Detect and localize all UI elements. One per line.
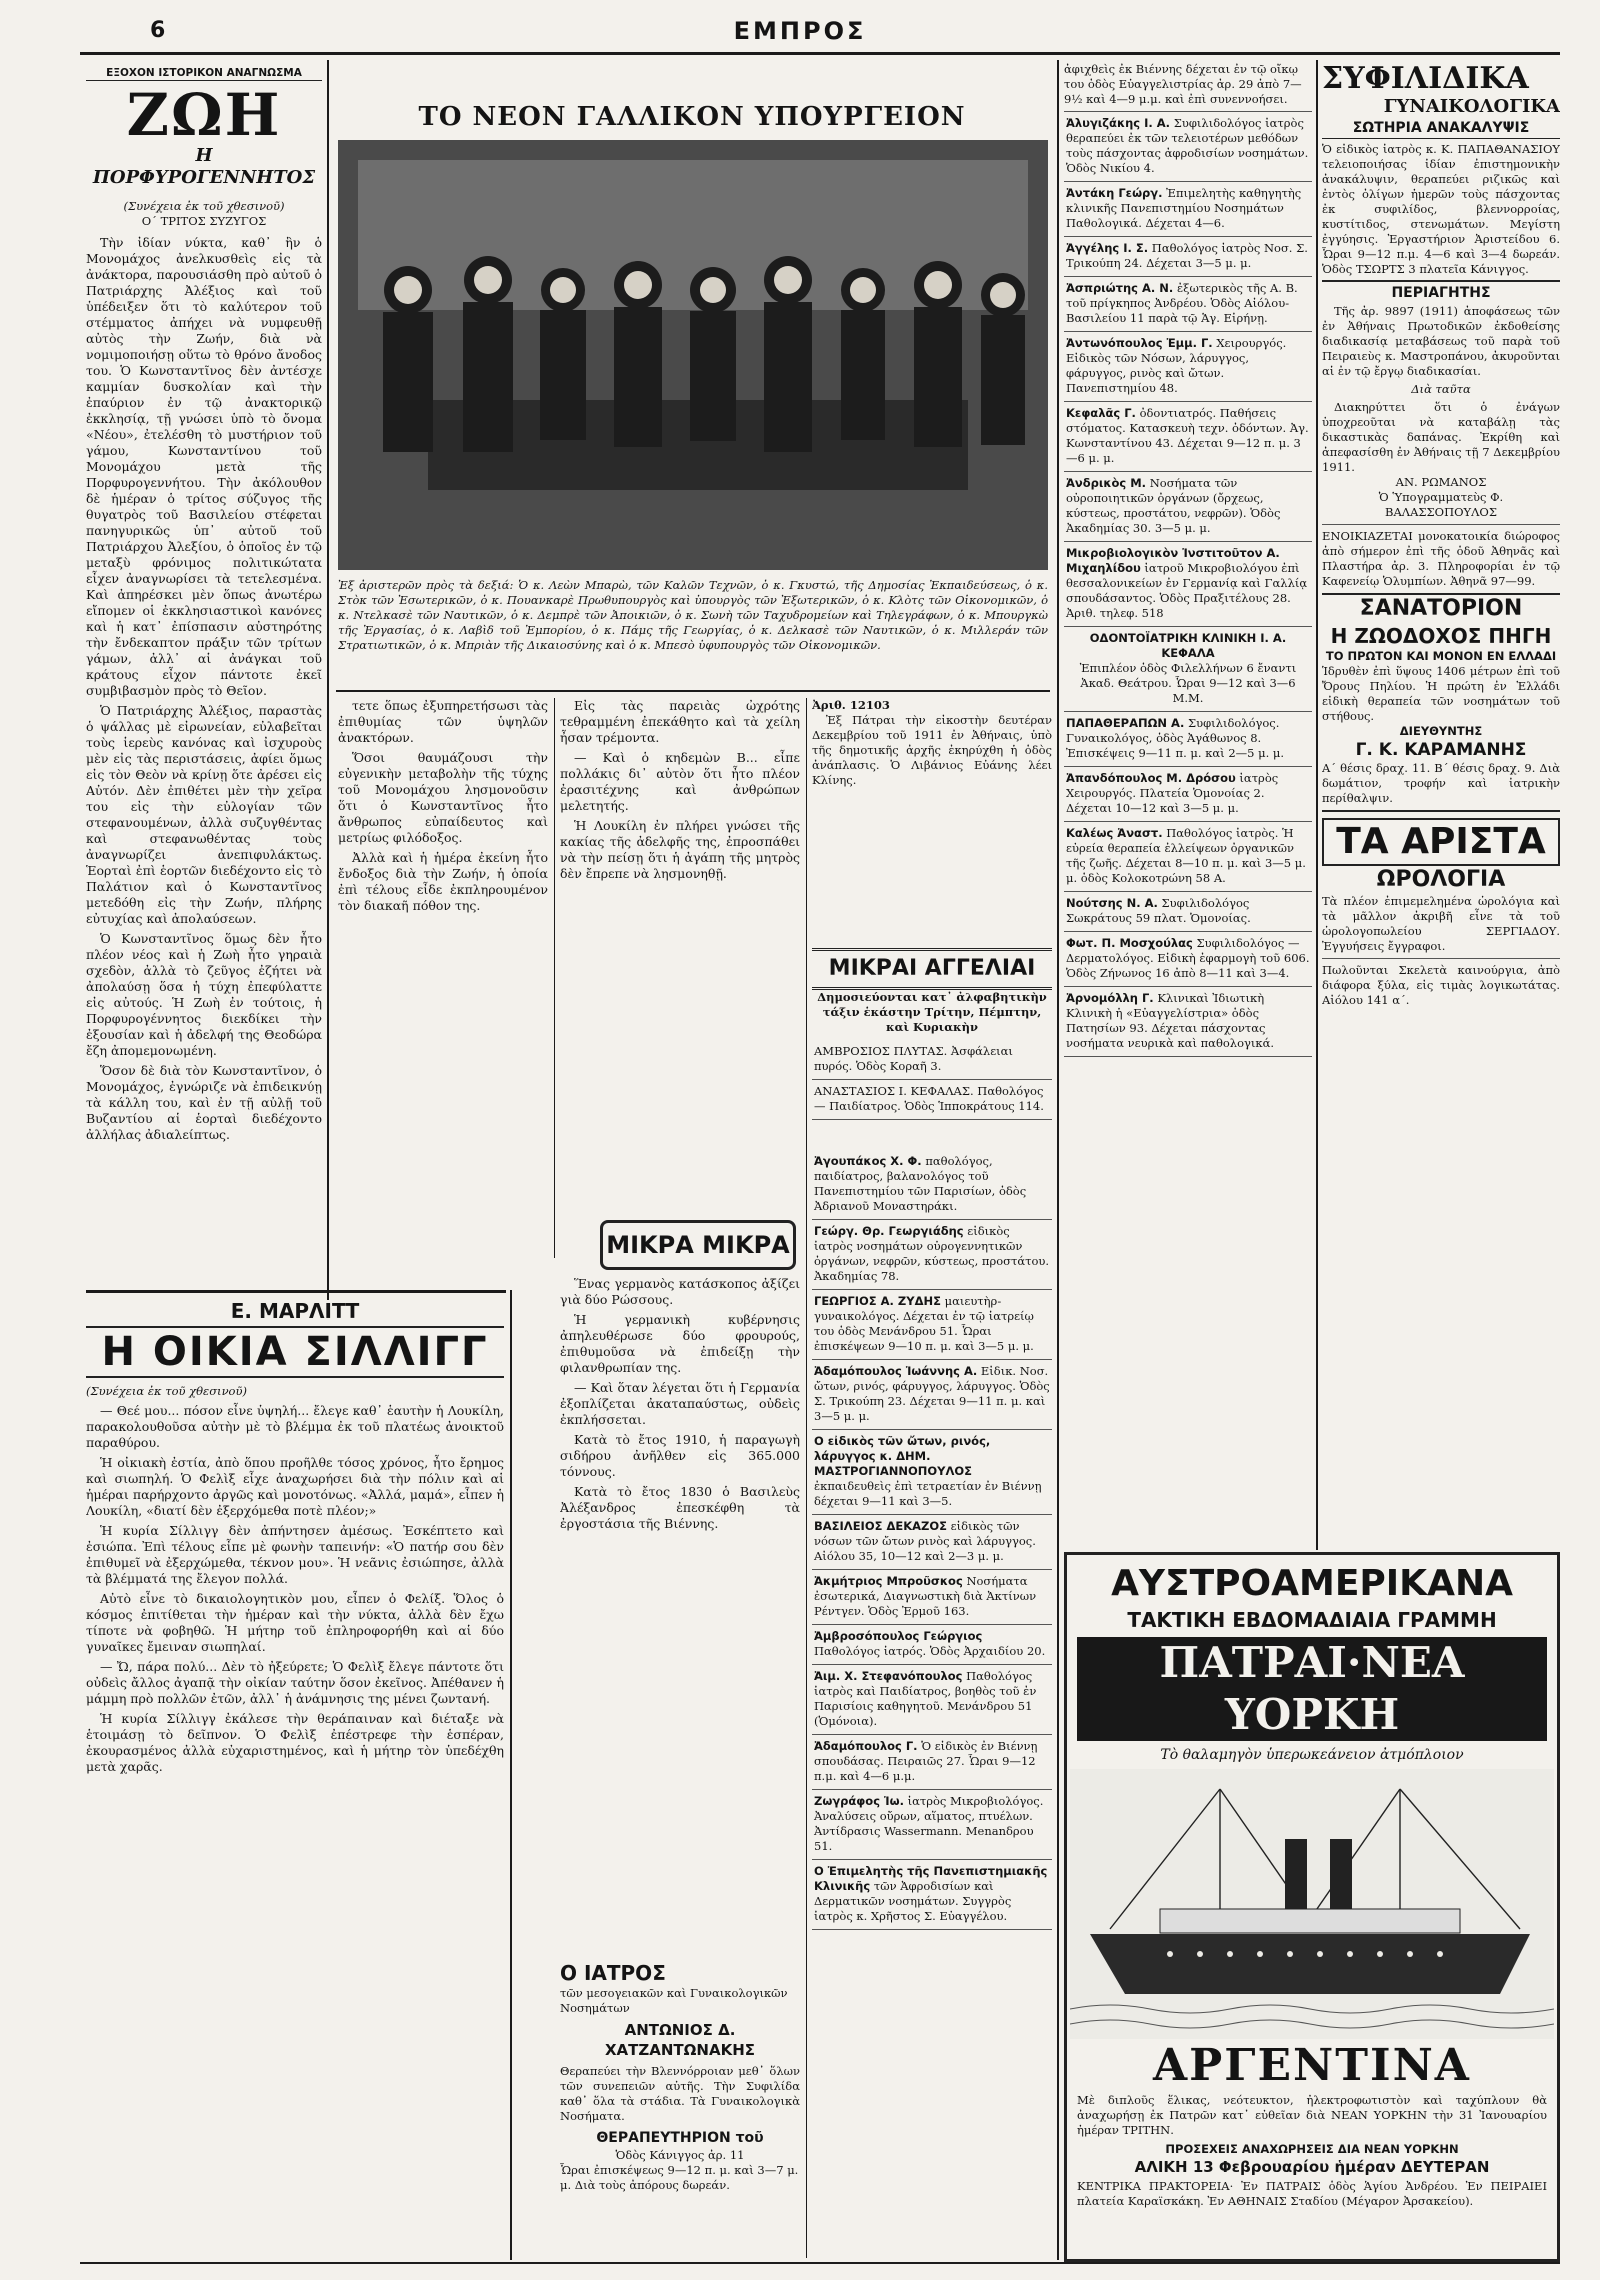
sillig-author: Ε. ΜΑΡΛΙΤΤ	[230, 1299, 360, 1323]
medical-ad-name: Φωτ. Π. Μοσχούλας	[1066, 936, 1193, 950]
ship-company: ΑΥΣΤΡΟΑΜΕΡΙΚΑΝΑ	[1111, 1563, 1513, 1604]
ship-next-departure: ΑΛΙΚΗ 13 Φεβρουαρίου ἡμέραν ΔΕΥΤΕΡΑΝ	[1134, 2158, 1490, 2176]
ship-line: ΤΑΚΤΙΚΗ ΕΒΔΟΜΑΔΙΑΙΑ ΓΡΑΜΜΗ	[1127, 1608, 1497, 1632]
page-number: 6	[150, 18, 166, 43]
masthead: ΕΜΠΡΟΣ	[733, 17, 867, 45]
doctor-ad	[560, 1960, 800, 2260]
mikra-item: Ἕνας γερμανὸς κατάσκοπος ἀξίζει γιὰ δύο Ρώσσους.	[560, 1276, 800, 1307]
medical-ad-name: Μικροβιολογικὸν Ἰνστιτοῦτον Α. Μιχαηλίδου	[1066, 546, 1280, 575]
ship-name: ΑΡΓΕΝΤΙΝΑ	[1153, 2040, 1471, 2091]
column-rule-1	[327, 60, 329, 1300]
sillig-continued	[560, 698, 800, 1258]
medical-ad	[812, 1150, 1052, 1220]
medical-ad-text: Παθολόγος ἰατρός. Ὁδὸς Ἀρχαιδίου 20.	[814, 1644, 1046, 1658]
zoi-continued	[338, 698, 548, 1258]
sillig-paragraph: — Ὤ, πάρα πολύ... Δὲν τὸ ἠξεύρετε; Ὁ Φελὶξ ἔλεγε πάντοτε ὅτι οὐδεὶς ἄλλος ἀγαπᾷ τὴν οἰκίαν ταύτην ὅσον ἐκεῖνος. Ἀπέθανεν ἡ μάμμη πρὸ πολλῶν ἐτῶν, ἀλλ᾽ ἡ ἀνάμνησις της μένει ζωντανή.	[86, 1659, 504, 1706]
medical-ad-name: Ο Ἐπιμελητὴς τῆς Πανεπιστημιακῆς Κλινικῆς	[814, 1864, 1048, 1893]
medical-ad	[812, 1735, 1052, 1790]
medical-ad-text: Συφιλιδολόγος. Γυναικολόγος, ὁδὸς Ἀγάθωνος 8. Ἐπισκέψεις 9—11 π. μ. καὶ 2—5 μ. μ.	[1066, 716, 1285, 760]
medical-ad	[812, 1625, 1052, 1665]
sillig-top-rule	[86, 1290, 506, 1293]
medical-ad	[1064, 712, 1312, 767]
mid-column-rule	[554, 698, 555, 1258]
medical-ad-text: ἰατροῦ Μικροβιολόγου ἐπὶ θεσσαλονικείων ἐν Γερμανίᾳ καὶ Γαλλίᾳ σπουδάσαντος. Ὁδὸς Πραξιτέλους 28. Ἀριθ. τηλεφ. 518	[1066, 561, 1308, 620]
medical-ad-text: Παθολόγος ἰατρὸς. Ἡ εὐρεία θεραπεία ἐλλείψεων ὀργανικῶν τῆς ζωῆς. Δέχεται 8—10 π. μ. καὶ 3—5 μ. μ. ὁδὸς Κολοκοτρώνη 58 Α.	[1066, 826, 1306, 885]
medical-ad-text: Κλινικαὶ Ἰδιωτικὴ Κλινικὴ ἡ «Εὐαγγελίστρια» ὁδὸς Πατησίων 93. Δέχεται πάσχοντας νοσήματα νευρικὰ καὶ παθολογικά.	[1066, 991, 1274, 1050]
medical-ad-name: Ἀρνομόλλη Γ.	[1066, 991, 1154, 1005]
zoi-paragraph: Ὁ Κωνσταντῖνος ὅμως δὲν ἦτο πλέον νέος καὶ ἡ Ζωὴ ἦτο γηραιὰ σχεδὸν, ἀλλὰ τὸ ζεῦγος ἐζήτει νὰ ἀπολαύσῃ ὅσα ἡ τύχη ἐπεφύλαττε εἰς αὐτούς. Ἡ Ζωὴ ἐν τούτοις, ἡ Πορφυρογέννητος διεκδίκει τὴν ἐξουσίαν καὶ ἡ ἀδελφή της Θεοδώρα ἔζη ἀπομεμονωμένη.	[86, 931, 322, 1058]
mikra-item: Κατὰ τὸ ἔτος 1830 ὁ Βασιλεὺς Ἀλέξανδρος ἐπεσκέφθη τὰ ἐργοστάσια τῆς Βιέννης.	[560, 1484, 800, 1531]
medical-ad-text: Ἐπιπλέον ὁδὸς Φιλελλήνων 6 ἔναντι Ἀκαδ. Θεάτρου. Ὧραι 9—12 καὶ 3—6 Μ.Μ.	[1079, 661, 1297, 705]
doctor-name: ΑΝΤΩΝΙΟΣ Δ. ΧΑΤΖΑΝΤΩΝΑΚΗΣ	[604, 2021, 755, 2059]
mikra-title: ΜΙΚΡΑ ΜΙΚΡΑ	[600, 1220, 796, 1270]
right-column	[1322, 62, 1560, 1542]
column-rule-2	[1057, 60, 1059, 2260]
medical-ad-name: Γεώργ. Θρ. Γεωργιάδης	[814, 1224, 964, 1238]
announcement-text: Ἐξ Πάτραι τὴν εἰκοστὴν δευτέραν Δεκεμβρίου τοῦ 1911 ἐν Ἀθήναις, ὑπὸ τῆς δημοτικῆς ἀρχῆς ἐκηρύχθη ἡ ὁδὸς ἀνάπλασις. Ὁ Λιβάνιος Εὐάνης λέει Κλίνης.	[812, 713, 1052, 787]
medical-ad-name: Ο εἰδικὸς τῶν ὤτων, ρινός, λάρυγγος κ. ΔΗΜ. ΜΑΣΤΡΟΓΙΑΝΝΟΠΟΥΛΟΣ	[814, 1434, 991, 1478]
zoi-article	[86, 66, 322, 1280]
director-name: Γ. Κ. ΚΑΡΑΜΑΝΗΣ	[1355, 740, 1527, 760]
ship-subtitle: Τὸ θαλαμηγὸν ὑπερωκεάνειον ἀτμόπλοιον	[1160, 1747, 1464, 1763]
medical-ad-name: Ἀδαμόπουλος Γ.	[814, 1739, 918, 1753]
medical-ad	[1064, 932, 1312, 987]
medical-ad-text: Εἰδικ. Νοσ. ὤτων, ρινός, φάρυγγος, λάρυγγος. Ὁδὸς Σ. Τρικούπη 23. Δέχεται 9—11 π. μ. καὶ 3—5 μ. μ.	[814, 1364, 1050, 1423]
medical-ad-text: Ἐπιμελητὴς καθηγητὴς κλινικῆς Πανεπιστημίου Νοσημάτων Παθολογικά. Δέχεται 4—6.	[1066, 186, 1302, 230]
medical-ad	[1064, 112, 1312, 182]
zoi-chapter: Ο΄ ΤΡΙΤΟΣ ΣΥΖΥΓΟΣ	[141, 214, 267, 228]
mikra-item: Κατὰ τὸ ἔτος 1910, ἡ παραγωγὴ σιδήρου ἀνῆλθεν εἰς 365.000 τόννους.	[560, 1432, 800, 1479]
medical-ad-text: παθολόγος, παιδίατρος, βαλανολόγος τοῦ Πανεπιστημίου τῶν Παρισίων, ὁδὸς Ἀδριανοῦ Μοναστηράκι.	[814, 1154, 1027, 1213]
periigitis-title: ΠΕΡΙΑΓΗΤΗΣ	[1391, 285, 1491, 301]
medical-ad-text: Χειρουργός. Εἰδικὸς τῶν Νόσων, λάρυγγος, φάρυγγος, ρινὸς καὶ ὤτων. Πανεπιστημίου 48.	[1066, 336, 1287, 395]
sanatorium-text: Ἱδρυθὲν ἐπὶ ὕψους 1406 μέτρων ἐπὶ τοῦ Ὄρους Πηλίου. Ἡ πρώτη ἐν Ἑλλάδι εἰδικὴ θεραπεία τῶν νοσημάτων τοῦ στήθους.	[1322, 664, 1560, 723]
zoi-continuation: (Συνέχεια ἐκ τοῦ χθεσινοῦ)	[123, 199, 285, 213]
sillig-paragraph: Αὐτὸ εἶνε τὸ δικαιολογητικὸν μου, εἶπεν ὁ Φελίξ. Ὅλος ὁ κόσμος ἐπιτίθεται τὴν ἡμέραν καὶ τὴν νύκτα, ἀλλὰ δὲν ἔχω τίποτε νὰ φοβηθῶ. Ἡ μήτηρ τοῦ ἐπληροφορήθη καὶ αἱ δύο γυναῖκες ἔμειναν σιωπηλαί.	[86, 1591, 504, 1654]
classified-item: ΑΝΑΣΤΑΣΙΟΣ Ι. ΚΕΦΑΛΑΣ. Παθολόγος — Παιδίατρος. Ὁδὸς Ἱπποκράτους 114.	[812, 1080, 1052, 1120]
gyne-title: ΓΥΝΑΙΚΟΛΟΓΙΚΑ	[1383, 96, 1560, 117]
sillig-continued-paragraph: — Καὶ ὁ κηδεμὼν Β... εἶπε πολλάκις δι᾽ αὐτὸν ὅτι ἦτο πλέον ἐρασιτέχνης καὶ ἀνθρώπων μελετητής.	[560, 750, 800, 813]
doctor-hours: Ὧραι ἐπισκέψεως 9—12 π. μ. καὶ 3—7 μ. μ. Διὰ τοὺς ἀπόρους δωρεάν.	[560, 2163, 799, 2192]
watches-subtitle: ΩΡΟΛΟΓΙΑ	[1376, 867, 1506, 892]
ship-agency: ΚΕΝΤΡΙΚΑ ΠΡΑΚΤΟΡΕΙΑ· Ἐν ΠΑΤΡΑΙΣ ὁδὸς Ἁγίου Ἀνδρέου. Ἐν ΠΕΙΡΑΙΕΙ πλατεία Καραϊσκάκη. Ἐν ΑΘΗΝΑΙΣ Σταδίου (Μέγαρον Ἀρσακείου).	[1077, 2179, 1547, 2208]
medical-ad-text: εἰδικὸς ἰατρὸς νοσημάτων οὐρογεννητικῶν ὀργάνων, νεφρῶν, κύστεως, προστάτου. Ἀκαδημίας 78.	[814, 1224, 1050, 1283]
medical-ad-name: Ἀλυγιζάκης Ι. Α.	[1066, 116, 1171, 130]
periigitis-text: Τῆς ἀρ. 9897 (1911) ἀποφάσεως τῶν ἐν Ἀθήναις Πρωτοδικῶν ἐκδοθείσης διαδικασίᾳ μεταβάσεως τοῦ παρὰ τοῦ Πειραιεὺς κ. Μαστροπάνου, ἀκυροῦνται αἱ ἐν τῷ ἔργῳ διαδικασίαι.	[1322, 304, 1560, 378]
medical-ad-name: Νούτσης Ν. Α.	[1066, 896, 1158, 910]
zoi-paragraph: Τὴν ἰδίαν νύκτα, καθ᾽ ἣν ὁ Μονομάχος ἀνελκυσθεὶς εἰς τὰ ἀνάκτορα, παρουσιάσθη πρὸ αὐτοῦ ὁ Πατριάρχης Ἀλέξιος καὶ τοῦ ὑπέδειξεν ὅτι τὸ καλύτερον τοῦ στέμματος ἀπήχει νὰ νυμφευθῇ αὐτὸς τὴν Ζωήν, διὰ νὰ νομιμοποιήσῃ οὕτω τὸ θρόνο ἄνοδος του. Ὁ Κωνσταντῖνος δὲν ἀντέσχε καμμίαν δυσκολίαν καὶ τὴν ἐπαύριον ἐν τῷ ἀνακτορικῷ ἐκκλησίᾳ, τῇ γνώσει ὑπὸ τὸ ὄνομα «Νέου», ἐτελέσθη τὸ μυστήριον τοῦ γάμου, Κωνσταντίνου τοῦ Μονομάχου μετὰ τῆς Πορφυρογεννήτου. Τὴν ἀκόλουθον δὲ ἡμέραν ὁ τρίτος σύζυγος τῆς θυγατρὸς τοῦ Βασιλείου στέφεται πανηγυρικῶς ὑπ᾽ αὐτοῦ τοῦ Πατριάρχου Ἀλεξίου, ὁ ὁποῖος ἐν τῷ μεταξὺ φρόνιμος πολιτικώτατα εἶχεν ἀναγνωρίσει τὰ τετελεσμένα. Καὶ ἀπηρέσκει μὲν ὅπως ἀνωτέρω εἴπομεν οἱ ἐκκλησιαστικοὶ κανόνες καὶ ἡ κατ᾽ ἐπίσπασιν αὐστηρότης τὴν ἔνδεκαπτον πράξιν τῶν τρίτων γάμων, ἀλλ᾽ αἱ ἀνάγκαι τοῦ κράτους εἶχον πάντοτε ἐκεῖ συμβιβασμὸν πρὸς τὸ Θεῖον.	[86, 235, 322, 698]
footer-rule	[80, 2262, 1560, 2264]
doctor-clinic: ΘΕΡΑΠΕΥΤΗΡΙΟΝ τοῦ	[596, 2130, 764, 2146]
medical-ad-text: εἰδικὸς τῶν νόσων τῶν ὤτων ρινὸς καὶ λάρυγγος. Αἰόλου 35, 10—12 καὶ 2—3 μ. μ.	[814, 1519, 1036, 1563]
sillig-continued-paragraph: Ἡ Λουκίλη ἐν πλήρει γνώσει τῆς κακίας τῆς ἀδελφῆς της, ἐπροσπάθει νὰ τὴν πείσῃ ὅτι ἡ ἀγάπη τῆς μητρὸς δὲν ἔπρεπε νὰ λησμονηθῇ.	[560, 818, 800, 881]
classifieds-list	[812, 1040, 1052, 1140]
mikra-item: Ἡ γερμανικὴ κυβέρνησις ἀπηλευθέρωσε δύο φρουρούς, ἐπιθυμοῦσα νὰ ἐπιδείξῃ τὴν φιλανθρωπίαν της.	[560, 1312, 800, 1375]
sillig-continuation: (Συνέχεια ἐκ τοῦ χθεσινοῦ)	[86, 1384, 247, 1398]
skeletons-text: Πωλοῦνται Σκελετὰ καινούργια, ἀπὸ διάφορα ξύλα, εἰς τιμὰς λογικωτάτας. Αἰόλου 141 α΄.	[1322, 963, 1560, 1007]
medical-ad-name: ΓΕΩΡΓΙΟΣ Α. ΖΥΔΗΣ	[814, 1294, 941, 1308]
medical-ad-name: Ἀγγέλης Ι. Σ.	[1066, 241, 1149, 255]
medical-ad-name: Ἀδαμόπουλος Ἰωάννης Α.	[814, 1364, 978, 1378]
medical-ad-name: Ἀγουπάκος Χ. Φ.	[814, 1154, 922, 1168]
medical-ad-text: Παθολόγος ἰατρὸς Νοσ. Σ. Τρικούπη 24. Δέχεται 3—5 μ. μ.	[1066, 241, 1308, 270]
medical-ad	[812, 1360, 1052, 1430]
medical-ad-name: Ἀπανδόπουλος Μ. Δρόσου	[1066, 771, 1236, 785]
medical-ad	[1064, 767, 1312, 822]
sillig-rule	[510, 1290, 512, 2260]
medical-ad-text: ὀδοντιατρός. Παθήσεις στόματος. Κατασκευὴ τεχν. ὀδόντων. Ἀγ. Κωνσταντίνου 43. Δέχεται 9—12 π. μ. 3—6 μ. μ.	[1066, 406, 1309, 465]
zoi-paragraph: Ὁ Πατριάρχης Ἀλέξιος, παραστὰς ὁ ψάλλας μὲ εἰρωνείαν, εὐλαβεῖται τοὺς ἱερεὺς κανόνας καὶ ἰσχυροὺς μὲν εἰς τὰς περιστάσεις, ἀφίει ὅμως εἰς τὸν Θεὸν νὰ κρίνῃ ὅτε ἀρέσει εἰς Αὐτόν. Δὲν ἐπιθέτει μὲν τὴν χεῖρα του εἰς τὴν εὐλογίαν τῶν στεφανουμένων, ἀλλὰ συζυγθέντας καὶ στεφανωθέντας τοὺς ἀναγνωρίζει ἀνεπιφυλάκτως. Ἑορταὶ ἐπὶ ἑορτῶν διεδέχοντο εἰς τὸ Παλάτιον καὶ ὁ Κωνσταντῖνος μετεδόθη εἰς τὴν Ζωήν, πλήρης εὐτυχίας καὶ ἀπολαύσεων.	[86, 703, 322, 926]
zoi-continued-paragraph: Ἀλλὰ καὶ ἡ ἡμέρα ἐκείνη ἦτο ἔνδοξος διὰ τὴν Ζωήν, ἡ ὁποία ἐπὶ τέλους εἶδε ἐκπληρουμένον τὸν διακαῆ πόθον της.	[338, 850, 548, 913]
ministry-bottom-rule	[336, 690, 1050, 692]
medical-ad-name: Κεφαλᾶς Γ.	[1066, 406, 1136, 420]
mikra-list	[560, 1276, 800, 1726]
sanatorium-title: ΣΑΝΑΤΟΡΙΟΝ	[1359, 596, 1523, 621]
medical-ad	[812, 1515, 1052, 1570]
sillig-paragraph: Ἡ κυρία Σίλλιγγ δὲν ἀπήντησεν ἀμέσως. Ἐσκέπτετο καὶ ἐσιώπα. Ἐπὶ τέλους εἶπε μὲ φωνὴν ταπεινήν: «Ὁ πατήρ σου δὲν ἐπιθυμεῖ νὰ ἐξερχώμεθα, τέκνον μου». Ἡ νεᾶνις ἐσιώπησε, ἀλλὰ τὰ βλέμματά της ἔλεγον πολλά.	[86, 1523, 504, 1586]
medical-ad	[1064, 472, 1312, 542]
medical-ad	[812, 1220, 1052, 1290]
medical-ad	[812, 1570, 1052, 1625]
ship-route: ΠΑΤΡΑΙ·ΝΕΑ ΥΟΡΚΗ	[1077, 1637, 1547, 1741]
director-label: ΔΙΕΥΘΥΝΤΗΣ	[1399, 724, 1483, 738]
medical-ads-mid	[812, 1150, 1052, 2260]
medical-ad-name: ΠΑΠΑΘΕΡΑΠΩΝ Α.	[1066, 716, 1185, 730]
medical-ads-top	[1064, 62, 1312, 1542]
ministry-headline: ΤΟ ΝΕΟΝ ΓΑΛΛΙΚΟΝ ΥΠΟΥΡΓΕΙΟΝ	[418, 102, 966, 132]
sillig-paragraph: Ἡ κυρία Σίλλιγγ ἐκάλεσε τὴν θεράπαιναν καὶ διέταξε νὰ ἑτοιμάσῃ τὸ δεῖπνον. Ὁ Φελὶξ ἐπέστρεφε τὴν ἑσπέραν, ἐκουρασμένος ἀλλὰ εὐχαριστημένος, καὶ ἡ μήτηρ τὸν ὑπεδέχθη μετὰ χαρᾶς.	[86, 1711, 504, 1774]
zoi-paragraph: Ὅσον δὲ διὰ τὸν Κωνσταντῖνον, ὁ Μονομάχος, ἐγνώριζε νὰ ἐπιδεικνύῃ τὰ κάλλη του, καὶ ἐν τῇ αὐλῇ τοῦ Βυζαντίου αἱ ἑορταὶ διεδέχοντο ἀλλήλας ἀδιαλείπτως.	[86, 1063, 322, 1142]
medical-ad-name: ΟΔΟΝΤΟΪΑΤΡΙΚΗ ΚΛΙΝΙΚΗ Ι. Α. ΚΕΦΑΛΑ	[1089, 631, 1287, 660]
sanatorium-subtitle: ΤΟ ΠΡΩΤΟΝ ΚΑΙ ΜΟΝΟΝ ΕΝ ΕΛΛΑΔΙ	[1325, 649, 1557, 663]
medical-ad-text: Νοσήματα τῶν οὐροποιητικῶν ὀργάνων (ὄρχεως, κύστεως, προστάτου, νεφρῶν). Ὁδὸς Ἀκαδημίας 30. 3—5 μ. μ.	[1066, 476, 1281, 535]
medical-ad	[812, 1430, 1052, 1515]
periigitis-signature-2: Ὁ Ὑπογραμματεὺς Φ. ΒΑΛΑΣΣΟΠΟΥΛΟΣ	[1322, 490, 1560, 525]
watches-title: ΤΑ ΑΡΙΣΤΑ	[1322, 818, 1560, 866]
medical-ad-text: τῶν Ἀφροδισίων καὶ Δερματικῶν νοσημάτων. Συγγρὸς ἰατρὸς κ. Χρῆστος Σ. Εὐαγγέλου.	[814, 1879, 1012, 1923]
medical-ad-name: Ἀντωνόπουλος Ἐμμ. Γ.	[1066, 336, 1213, 350]
medical-ad-name: Ζωγράφος Ἰω.	[814, 1794, 904, 1808]
classified-item: ΑΜΒΡΟΣΙΟΣ ΠΛΥΤΑΣ. Ἀσφάλειαι πυρός. Ὁδὸς Κοραῆ 3.	[812, 1040, 1052, 1080]
zoi-continued-paragraph: τετε ὅπως ἐξυπηρετήσωσι τὰς ἐπιθυμίας τῶν ὑψηλῶν ἀνακτόρων.	[338, 698, 548, 745]
zoi-title: ΖΩΗ	[126, 81, 282, 149]
medical-ad	[1064, 892, 1312, 932]
sanatorium-prices: Α΄ θέσις δραχ. 11. Β΄ θέσις δραχ. 9. Διὰ δωμάτιον, τροφήν καὶ ἰατρικὴν περίθαλψιν.	[1322, 761, 1560, 812]
sillig-continued-paragraph: Εἰς τὰς παρειὰς ὠχρότης τεθραμμένη ἐπεκάθητο καὶ τὰ χείλη ἦσαν τρέμοντα.	[560, 698, 800, 745]
ministry-photo-figures	[338, 140, 1048, 570]
medical-ad-name: Καλέως Ἀναστ.	[1066, 826, 1163, 840]
medical-ad-text: ἐκπαιδευθεὶς ἐπὶ τετραετίαν ἐν Βιέννῃ δέχεται 9—11 καὶ 3—5.	[814, 1479, 1042, 1508]
sillig-article	[86, 1298, 504, 2260]
mid-column-rule-2	[806, 698, 807, 2258]
ship-ad	[1064, 1552, 1560, 2262]
medical-ad	[812, 1665, 1052, 1735]
medical-ad-text: μαιευτὴρ-γυναικολόγος. Δέχεται ἐν τῷ ἰατρείῳ του ὁδὸς Μενάνδρου 51. Ὧραι ἐπισκέψεων 9—10 π. μ. καὶ 3—5 μ. μ.	[814, 1294, 1034, 1353]
ad-number: Ἀριθ. 12103	[812, 698, 890, 712]
zoi-section-label: ΕΞΟΧΟΝ ΙΣΤΟΡΙΚΟΝ ΑΝΑΓΝΩΣΜΑ	[86, 66, 322, 81]
syphilis-text: Ὁ εἰδικὸς ἰατρὸς κ. Κ. ΠΑΠΑΘΑΝΑΣΙΟΥ τελειοποιήσας ἰδίαν ἐπιστημονικὴν ἀνακάλυψιν, θεραπεύει ριζικῶς καὶ ἐντὸς ὀλίγων ἡμερῶν τοὺς πάσχοντας ἐκ συφιλίδος, βλεννορροίας, κυστίτιδος, στενωμάτων. Μεγίστη ἐγγύησις. Ἐργαστήριον Ἀριστείδου 6. Ὧραι 9—12 π.μ. 4—6 καὶ 3—4 δωρεάν. Ὁδὸς ΤΣΩΡΤΣ 3 πλατεῖα Κάνιγγος.	[1322, 139, 1560, 282]
mikra-item: — Καὶ ὅταν λέγεται ὅτι ἡ Γερμανία ἐξοπλίζεται ἀκαταπαύστως, οὐδεὶς ἐκπλήσσεται.	[560, 1380, 800, 1427]
medical-ad-name: Ἀμβροσόπουλος Γεώργιος	[814, 1629, 983, 1643]
medical-ad	[1064, 332, 1312, 402]
medical-ad-text: ἰατρὸς Χειρουργός. Πλατεία Ὁμονοίας 2. Δέχεται 10—12 καὶ 3—5 μ. μ.	[1066, 771, 1279, 815]
medical-ad	[1064, 402, 1312, 472]
doctor-specialty: τῶν μεσογειακῶν καὶ Γυναικολογικῶν Νοσημάτων	[560, 1986, 788, 2015]
ship-next-label: ΠΡΟΣΕΧΕΙΣ ΑΝΑΧΩΡΗΣΕΙΣ ΔΙΑ ΝΕΑΝ ΥΟΡΚΗΝ	[1165, 2142, 1459, 2156]
discovery-title: ΣΩΤΗΡΙΑ ΑΝΑΚΑΛΥΨΙΣ	[1322, 118, 1560, 139]
periigitis-dia-tauta: Διὰ ταῦτα	[1411, 382, 1471, 396]
sillig-title: Η ΟΙΚΙΑ ΣΙΛΛΙΓΓ	[86, 1326, 504, 1378]
doctor-address: Ὁδὸς Κάνιγγος ἀρ. 11	[615, 2148, 745, 2162]
classifieds-title: ΜΙΚΡΑΙ ΑΓΓΕΛΙΑΙ	[812, 948, 1052, 990]
medical-ad-name: Ἀσπριώτης Α. Ν.	[1066, 281, 1174, 295]
medical-ad-text: Συφιλιδολόγος Σωκράτους 59 πλατ. Ὁμονοίας.	[1066, 896, 1251, 925]
medical-ad	[1064, 542, 1312, 627]
zoi-continued-paragraph: Ὅσοι θαυμάζουσι τὴν εὐγενικὴν μεταβολὴν τῆς τύχης τοῦ Μονομάχου λησμονοῦσιν ὅτι ὁ Κωνσταντῖνος ἦτο ἄνθρωπος εὐπαίδευτος καὶ μετρίως φιλόδοξος.	[338, 750, 548, 845]
medical-ad-name: Ἀντάκη Γεώργ.	[1066, 186, 1163, 200]
header-rule	[80, 52, 1560, 55]
medical-ad-name: ΒΑΣΙΛΕΙΟΣ ΔΕΚΑΖΟΣ	[814, 1519, 948, 1533]
ship-text: Μὲ διπλοῦς ἕλικας, νεότευκτον, ἠλεκτροφωτιστὸν καὶ ταχύπλουν θὰ ἀναχωρήσῃ ἐκ Πατρῶν κατ᾽ εὐθεῖαν διὰ ΝΕΑΝ ΥΟΡΚΗΝ τὴν 31 Ἰανουαρίου ἡμέραν ΤΡΙΤΗΝ.	[1077, 2093, 1547, 2137]
steamship-illustration	[1070, 1769, 1554, 2039]
ministry-caption: Ἐξ ἀριστερῶν πρὸς τὰ δεξιά: Ὁ κ. Λεὼν Μπαρὼ, τῶν Καλῶν Τεχνῶν, ὁ κ. Γκυστώ, τῆς Δημοσίας Ἐκπαιδεύσεως, ὁ κ. Στὸκ τῶν Ἐσωτερικῶν, ὁ κ. Πουανκαρὲ Πρωθυπουργὸς καὶ ὑπουργὸς τῶν Ἐξωτερικῶν, ὁ κ. Κλὸτς τῶν Οἰκονομικῶν, ὁ κ. Ντελκασὲ τῶν Ναυτικῶν, ὁ κ. Δεμπρὲ τῶν Ἀποικιῶν, ὁ κ. Σωνὴ τῶν Ταχυδρομείων καὶ Τηλεγράφων, ὁ κ. Μπουργκὼ τῆς Ἐργασίας, ὁ κ. Λαβὶδ τοῦ Ἐμπορίου, ὁ κ. Πάμς τῆς Γεωργίας, ὁ κ. Δελκασὲ τῶν Ναυτικῶν, ὁ κ. Μιλλεράν τῶν Στρατιωτικῶν, ὁ κ. Μπριὰν τῆς Δικαιοσύνης καὶ ὁ κ. Μπεσὸ ὑφυπουργὸς τῶν Οἰκονομικῶν.	[338, 578, 1048, 652]
sillig-paragraph: Ἡ οἰκιακὴ ἐστία, ἀπὸ ὅπου προῆλθε τόσος χρόνος, ἦτο ἔρημος καὶ σιωπηλή. Ὁ Φελὶξ εἶχε ἀναχωρήσει διὰ τὴν πόλιν καὶ αἱ ἡμέραι παρήρχοντο ἀργῶς καὶ μονοτόνως. «Ἀλλά, μαμά», εἶπεν ἡ Λουκίλη, «διατί δὲν ἐξερχόμεθα ποτὲ πλέον;»	[86, 1455, 504, 1518]
medical-ad-text: ἐξωτερικὸς τῆς Α. Β. τοῦ πρίγκηπος Ἀνδρέου. Ὁδὸς Αἰόλου-Βασιλείου 11 παρὰ τῷ Ἁγ. Εἰρήνῃ.	[1066, 281, 1298, 325]
medical-ad-text: Ὁ εἰδικὸς ἐν Βιέννῃ σπουδάσας. Πειραιῶς 27. Ὧραι 9—12 π.μ. καὶ 4—6 μ.μ.	[814, 1739, 1038, 1783]
medical-ad-name: Ἀνδρικὸς Μ.	[1066, 476, 1147, 490]
medical-ad-text: Νοσήματα ἐσωτερικά, Διαγνωστικὴ διὰ Ἀκτίνων Ρέντγεν. Ὁδὸς Ἐρμοῦ 163.	[814, 1574, 1037, 1618]
medical-ad-text: Συφιλιδολόγος — Δερματολόγος. Εἰδικὴ ἐφαρμογὴ τοῦ 606. Ὁδὸς Ζήνωνος 16 ἀπὸ 8—11 καὶ 3—4.	[1066, 936, 1310, 980]
medical-ad	[1064, 822, 1312, 892]
column-rule-3	[1316, 60, 1318, 1550]
medical-ad-name: Ἀιμ. Χ. Στεφανόπουλος	[814, 1669, 963, 1683]
rental-ad: ΕΝΟΙΚΙΑΖΕΤΑΙ μονοκατοικία διώροφος ἀπὸ σήμερον ἐπὶ τῆς ὁδοῦ Ἀθηνᾶς καὶ Πλαστήρα ἀρ. 3. Πληροφορίαι ἐν τῷ Καφενείῳ Ὁλυμπίων. Ἀθηνᾶ 97—99.	[1322, 525, 1560, 595]
doctor-label: Ο ΙΑΤΡΟΣ	[560, 1961, 666, 1985]
periigitis-text2: Διακηρύττει ὅτι ὁ ἐνάγων ὑποχρεοῦται νὰ καταβάλῃ τὰς δικαστικὰς δαπάνας. Ἐκρίθη καὶ ἀπεφασίσθη ἐν Ἀθήναις τῇ 7 Δεκεμβρίου 1911.	[1322, 400, 1560, 474]
sillig-paragraph: — Θεέ μου... πόσον εἶνε ὑψηλή... ἔλεγε καθ᾽ ἑαυτὴν ἡ Λουκίλη, παρακολουθοῦσα αὐτὴν μὲ τὸ βλέμμα ἐκ τοῦ πλατέως ἀνοικτοῦ παραθύρου.	[86, 1403, 504, 1450]
medical-top-text: ἀφιχθεὶς ἐκ Βιέννης δέχεται ἐν τῷ οἴκῳ του ὁδὸς Εὐαγγελιστρίας ἀρ. 29 ἀπὸ 7—9½ καὶ 4—9 μ.μ. καὶ ἐπὶ συνεννοήσει.	[1064, 62, 1312, 112]
medical-ad	[1064, 182, 1312, 237]
medical-ad	[1064, 277, 1312, 332]
medical-ad-text: Συφιλιδολόγος ἰατρὸς θεραπεύει ἐκ τῶν τελειοτέρων μεθόδων τοὺς πάσχοντας ἀφροδισίων νοσημάτων. Ὁδὸς Νικίου 4.	[1066, 116, 1309, 175]
medical-ad	[812, 1860, 1052, 1930]
sanatorium-name: Η ΖΩΟΔΟΧΟΣ ΠΗΓΗ	[1330, 624, 1552, 648]
medical-ad	[812, 1790, 1052, 1860]
zoi-subtitle: Η ΠΟΡΦΥΡΟΓΕΝΝΗΤΟΣ	[92, 145, 316, 188]
classifieds-subtitle: Δημοσιεύονται κατ᾽ ἀλφαβητικὴν τάξιν ἑκάστην Τρίτην, Πέμπτην, καὶ Κυριακὴν	[817, 990, 1047, 1034]
periigitis-signature: ΑΝ. ΡΩΜΑΝΟΣ	[1395, 475, 1487, 489]
ministry-photo	[338, 140, 1048, 570]
medical-ad	[812, 1290, 1052, 1360]
medical-ad-text: Παθολόγος ἰατρὸς καὶ Παιδίατρος, βοηθὸς τοῦ ἐν Παρισίοις καθηγητοῦ. Μενάνδρου 51 (Ὁμόνοια).	[814, 1669, 1037, 1728]
watches-text: Τὰ πλέον ἐπιμεμελημένα ὡρολόγια καὶ τὰ μᾶλλον ἀκριβῆ εἶνε τὰ τοῦ ὡρολογοπωλείου ΣΕΡΓΙΑΔΟΥ. Ἐγγυήσεις ἔγγραφοι.	[1322, 894, 1560, 959]
medical-ad	[1064, 987, 1312, 1057]
syphilis-title: ΣΥΦΙΛΙΔΙΚΑ	[1322, 62, 1529, 96]
medical-ad-name: Ἀκμήτριος Μπροῦσκος	[814, 1574, 963, 1588]
announcement-block	[812, 698, 1052, 938]
doctor-text: Θεραπεύει τὴν Βλεννόρροιαν μεθ᾽ ὅλων τῶν συνεπειῶν αὐτῆς. Τὴν Συφιλίδα καθ᾽ ὅλα τὰ στάδια. Τὰ Γυναικολογικὰ Νοσήματα.	[560, 2064, 800, 2123]
medical-ad	[1064, 237, 1312, 277]
medical-ad-text: ἰατρὸς Μικροβιολόγος. Ἀναλύσεις οὔρων, αἵματος, πτυέλων. Ἀντίδρασις Wassermann. Μenanδρου 51.	[814, 1794, 1044, 1853]
medical-ad	[1064, 627, 1312, 712]
